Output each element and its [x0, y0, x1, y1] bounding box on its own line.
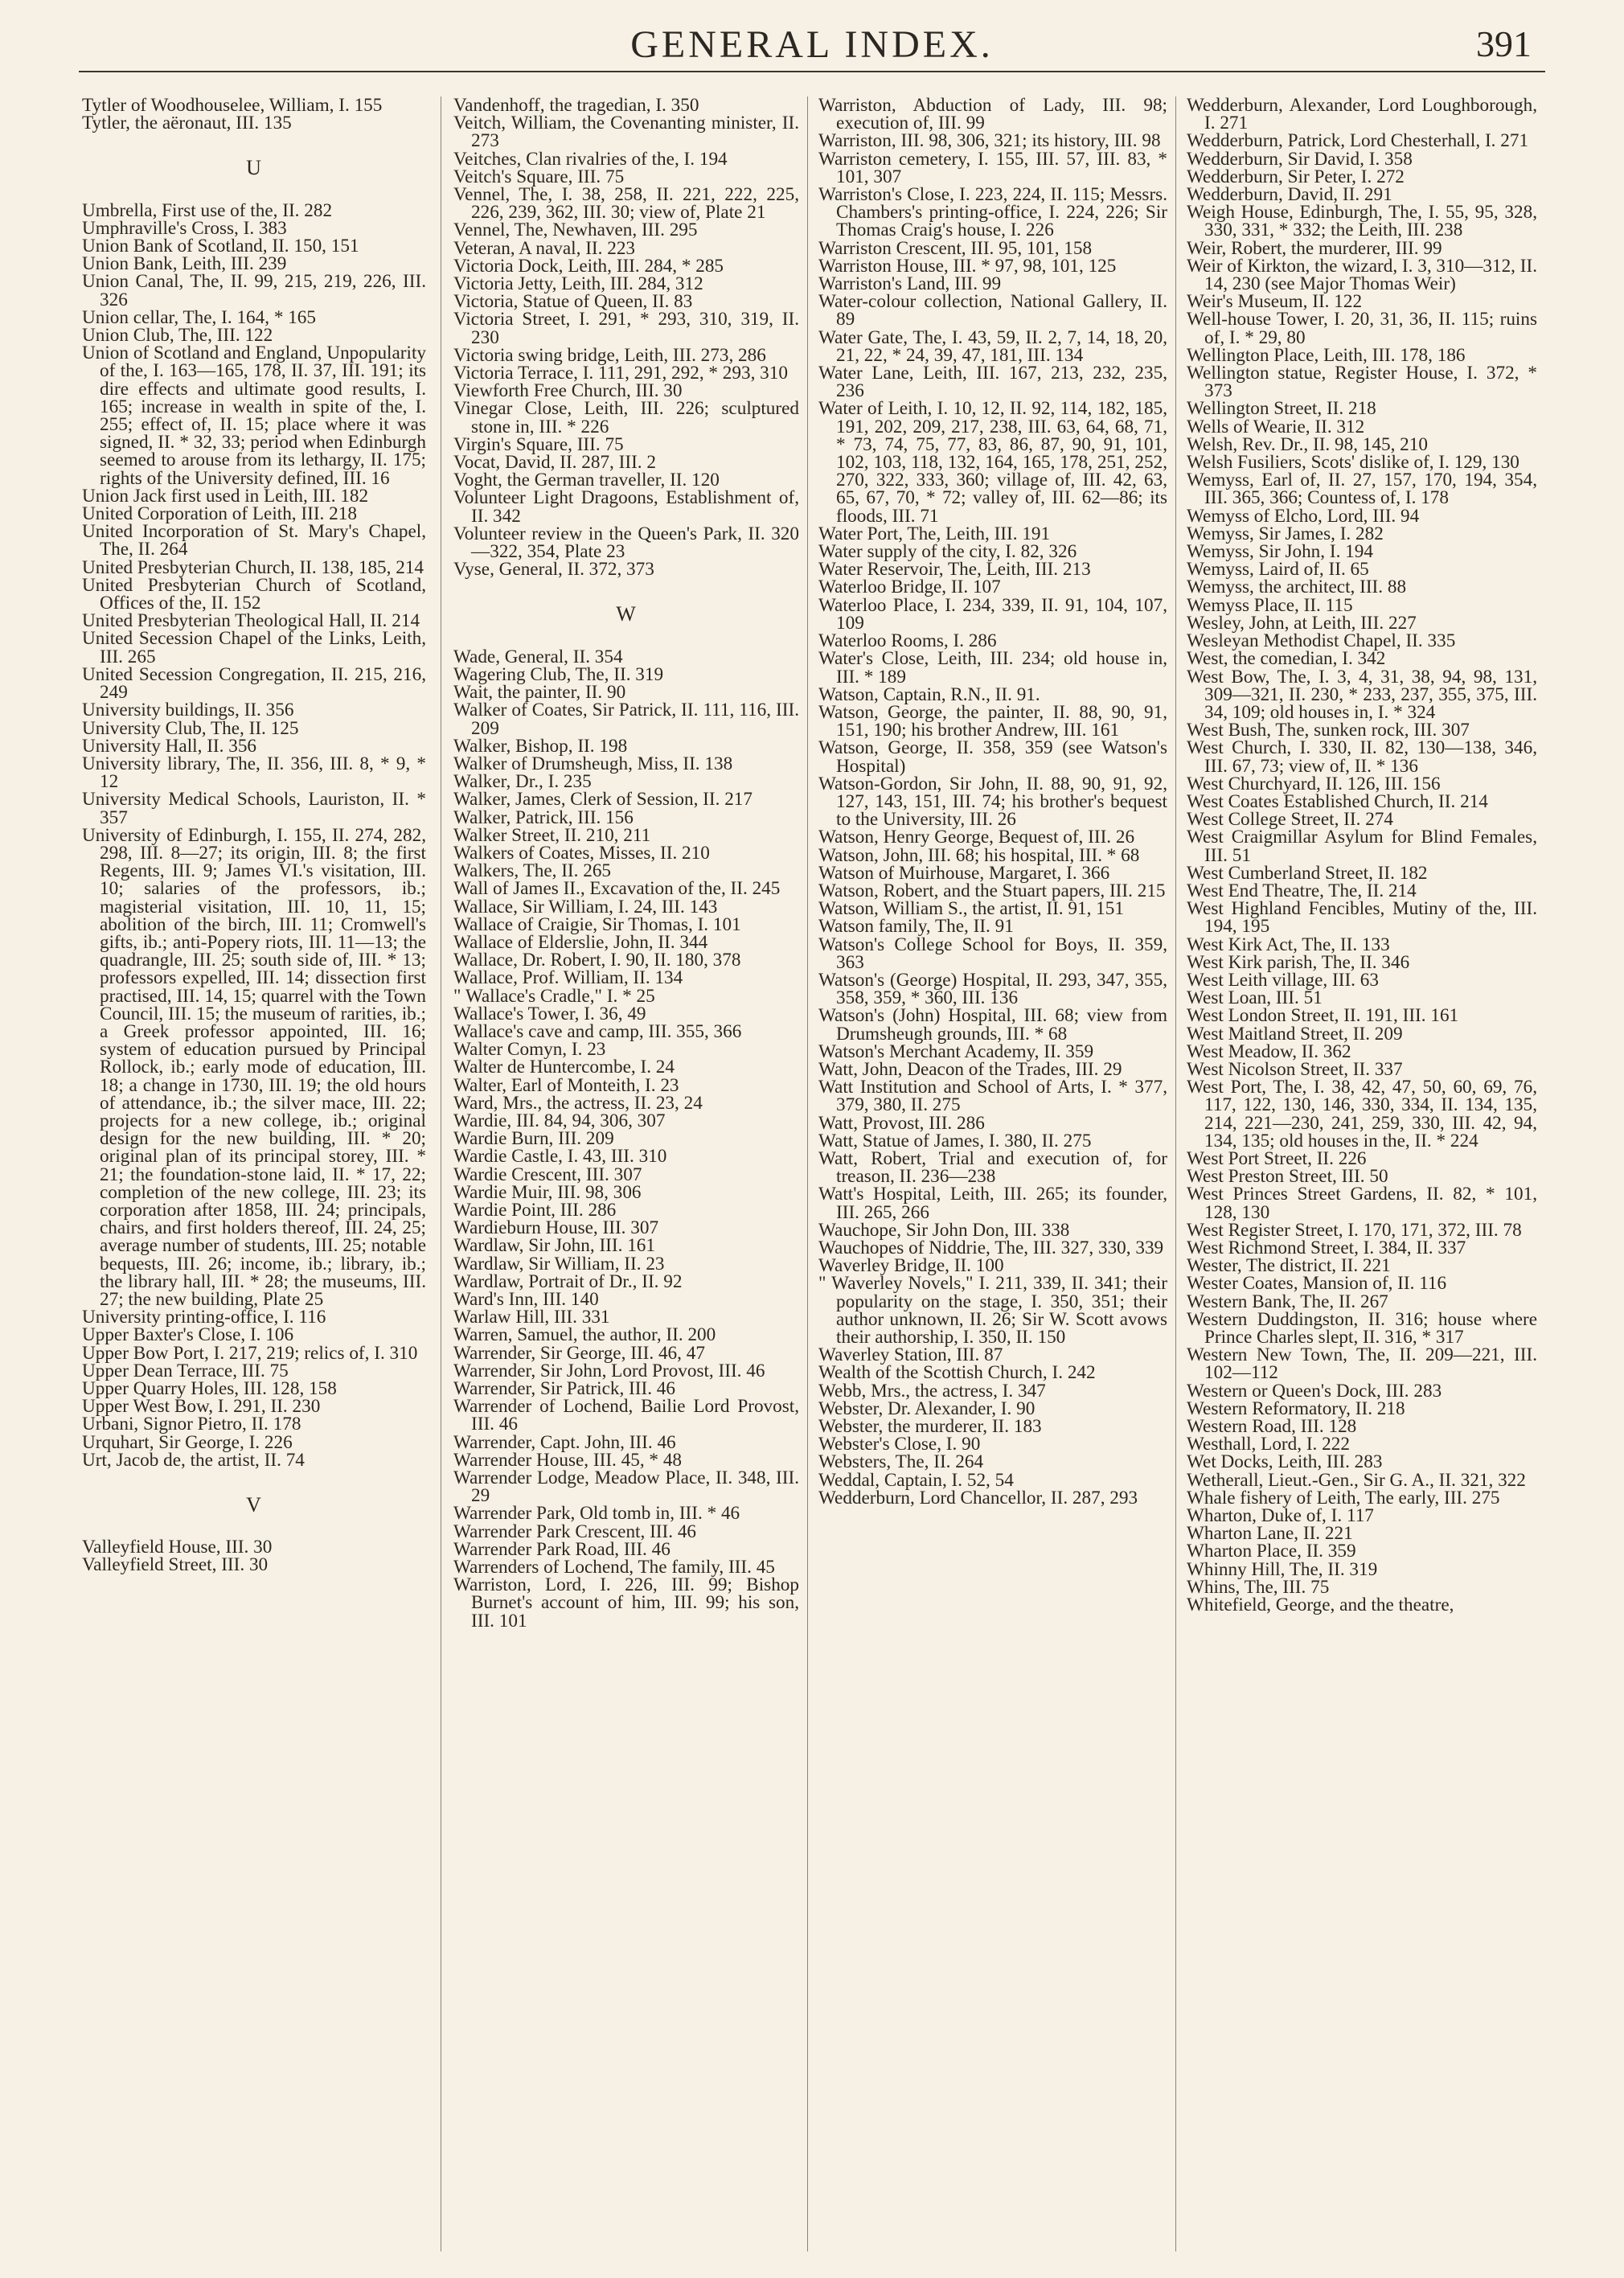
index-entry: Water supply of the city, I. 82, 326 [818, 541, 1077, 563]
index-entry: Urbani, Signor Pietro, II. 178 [82, 1414, 301, 1435]
index-entry: Wemyss, Sir James, I. 282 [1187, 523, 1384, 544]
index-entry: Watson of Muirhouse, Margaret, I. 366 [818, 862, 1110, 884]
index-entry: Vyse, General, II. 372, 373 [453, 559, 654, 581]
index-entry: Walkers, The, II. 265 [453, 860, 612, 882]
index-entry: Whitefield, George, and the theatre, [1187, 1595, 1454, 1616]
index-entry: Water Gate, The, I. 43, 59, II. 2, 7, 14, 18, 20, 21, 22, * 24, 39, 47, 181, III. 134 [818, 326, 1167, 366]
index-entry: Victoria, Statue of Queen, II. 83 [453, 291, 693, 313]
index-entry: Water of Leith, I. 10, 12, II. 92, 114, 182, 185, 191, 202, 209, 217, 238, III. 63, 64, 68, 71, * 73, 74, 75, 77, 83, 86, 87, 90, 91, 101, 102, 103, 118, 132, 164, 165, 178, 251, 252, 270, 322, 333, 360; village of, III. 42, 63, 65, 67, 70, * 72; valley of, III. 62—86; its floods, III. 71 [818, 398, 1167, 527]
index-entry: University printing-office, I. 116 [82, 1307, 326, 1328]
index-entry: Western Road, III. 128 [1187, 1416, 1357, 1438]
index-entry: Upper Baxter's Close, I. 106 [82, 1324, 294, 1346]
index-entry: Walker, Bishop, II. 198 [453, 735, 628, 757]
index-entry: Watt, Provost, III. 286 [818, 1112, 985, 1134]
index-entry: Wardlaw, Sir William, II. 23 [453, 1253, 665, 1274]
index-entry: West Meadow, II. 362 [1187, 1040, 1351, 1062]
index-entry: Voght, the German traveller, II. 120 [453, 470, 720, 491]
index-entry: Wharton Place, II. 359 [1187, 1541, 1356, 1562]
index-entry: Wardie Castle, I. 43, III. 310 [453, 1146, 667, 1168]
index-entry: Warriston House, III. * 97, 98, 101, 125 [818, 255, 1117, 277]
index-entry: Wait, the painter, II. 90 [453, 682, 626, 704]
index-entry: Walter, Earl of Monteith, I. 23 [453, 1074, 679, 1096]
index-entry: Wemyss, Laird of, II. 65 [1187, 559, 1369, 581]
index-entry: Vennel, The, Newhaven, III. 295 [453, 220, 698, 241]
index-entry: West Port, The, I. 38, 42, 47, 50, 60, 69, 76, 117, 122, 130, 146, 330, 334, II. 134, 135, 214, 221—230, 241, 259, 330, III. 42, 94, 134, 135; old houses in the, II. * 224 [1187, 1077, 1537, 1151]
index-entry: Walker, James, Clerk of Session, II. 217 [453, 789, 753, 811]
index-entry: Wemyss, Sir John, I. 194 [1187, 541, 1373, 563]
index-entry: United Presbyterian Theological Hall, II. 214 [82, 610, 420, 632]
index-entry: Wedderburn, David, II. 291 [1187, 184, 1392, 206]
index-entry: Warrender, Sir George, III. 46, 47 [453, 1342, 705, 1364]
index-entry: Wedderburn, Alexander, Lord Loughborough, I. 271 [1187, 95, 1537, 134]
index-entry: Watson's Merchant Academy, II. 359 [818, 1040, 1094, 1062]
index-entry: United Corporation of Leith, III. 218 [82, 503, 357, 525]
index-entry: Tytler, the aëronaut, III. 135 [82, 113, 292, 134]
index-entry: Watson family, The, II. 91 [818, 916, 1014, 938]
index-entry: Wellington Place, Leith, III. 178, 186 [1187, 344, 1466, 366]
index-entry: West Nicolson Street, II. 337 [1187, 1058, 1403, 1080]
index-entry: Wellington statue, Register House, I. 372, * 373 [1187, 363, 1537, 402]
index-entry: Wallace of Elderslie, John, II. 344 [453, 931, 708, 953]
index-entry: Wagering Club, The, II. 319 [453, 663, 664, 685]
index-entry: Watson-Gordon, Sir John, II. 88, 90, 91, 92, 127, 143, 151, III. 74; his brother's bequest to the University, III. 26 [818, 773, 1167, 831]
index-entry: West Highland Fencibles, Mutiny of the, III. 194, 195 [1187, 898, 1537, 938]
index-entry: West Loan, III. 51 [1187, 987, 1323, 1009]
index-entry: Western Bank, The, II. 267 [1187, 1291, 1388, 1312]
index-column-2 [453, 96, 799, 1630]
index-entry: Weir of Kirkton, the wizard, I. 3, 310—312, II. 14, 230 (see Major Thomas Weir) [1187, 255, 1538, 295]
page-number: 391 [1476, 23, 1532, 64]
index-entry: West Richmond Street, I. 384, II. 337 [1187, 1238, 1466, 1258]
index-entry: Vinegar Close, Leith, III. 226; sculptured stone in, III. * 226 [453, 398, 799, 437]
index-entry: Wardie Muir, III. 98, 306 [453, 1181, 642, 1203]
index-entry: Watson's (George) Hospital, II. 293, 347, 355, 358, 359, * 360, III. 136 [818, 969, 1167, 1009]
index-entry: Warriston's Close, I. 223, 224, II. 115; Messrs. Chambers's printing-office, I. 224, 226; Sir Thomas Craig's house, I. 226 [818, 184, 1167, 241]
index-entry: Warrender Park, Old tomb in, III. * 46 [453, 1503, 740, 1525]
index-entry: Wardie Point, III. 286 [453, 1199, 617, 1221]
index-entry: Veitch's Square, III. 75 [453, 166, 625, 187]
index-entry: Wallace, Prof. William, II. 134 [453, 967, 683, 989]
index-entry: Victoria Street, I. 291, * 293, 310, 319, II. 230 [453, 309, 799, 348]
index-entry: Western New Town, The, II. 209—221, III. 102—112 [1187, 1344, 1537, 1384]
index-entry: Watson, Henry George, Bequest of, III. 26 [818, 827, 1135, 848]
section-letter: V [246, 1493, 262, 1517]
index-entry: Veteran, A naval, II. 223 [453, 237, 636, 259]
index-entry: Warriston Crescent, III. 95, 101, 158 [818, 237, 1093, 259]
index-entry: Volunteer Light Dragoons, Establishment of, II. 342 [453, 487, 799, 527]
index-entry: Wharton Lane, II. 221 [1187, 1523, 1353, 1545]
index-entry: Union Canal, The, II. 99, 215, 219, 226, III. 326 [82, 271, 426, 310]
index-entry: Wardieburn House, III. 307 [453, 1217, 659, 1239]
index-entry: Upper West Bow, I. 291, II. 230 [82, 1396, 321, 1418]
index-entry: United Secession Chapel of the Links, Leith, III. 265 [82, 628, 426, 667]
index-entry: Walker of Coates, Sir Patrick, II. 111, 116, III. 209 [453, 700, 799, 739]
index-entry: Whale fishery of Leith, The early, III. 275 [1187, 1487, 1500, 1508]
column-divider [807, 96, 808, 2251]
index-entry: Walter de Huntercombe, I. 24 [453, 1057, 675, 1078]
index-entry: Water Port, The, Leith, III. 191 [818, 523, 1051, 544]
index-entry: Victoria Terrace, I. 111, 291, 292, * 293, 310 [453, 363, 788, 384]
index-entry: Welsh Fusiliers, Scots' dislike of, I. 129, 130 [1187, 452, 1519, 474]
index-entry: Tytler of Woodhouselee, William, I. 155 [82, 95, 383, 116]
index-entry: Water-colour collection, National Gallery, II. 89 [818, 291, 1167, 330]
index-entry: Wallace of Craigie, Sir Thomas, I. 101 [453, 913, 741, 935]
index-entry: Warriston, III. 98, 306, 321; its history, III. 98 [818, 130, 1161, 152]
index-entry: Urt, Jacob de, the artist, II. 74 [82, 1449, 305, 1471]
index-entry: University buildings, II. 356 [82, 700, 294, 721]
index-entry: Wet Docks, Leith, III. 283 [1187, 1451, 1383, 1473]
index-entry: Wardie Burn, III. 209 [453, 1128, 614, 1150]
index-entry: Water Reservoir, The, Leith, III. 213 [818, 559, 1091, 581]
index-entry: Western or Queen's Dock, III. 283 [1187, 1380, 1442, 1402]
index-entry: Warriston cemetery, I. 155, III. 57, III. 83, * 101, 307 [818, 148, 1167, 187]
index-entry: Watt, Robert, Trial and execution of, for treason, II. 236—238 [818, 1147, 1167, 1188]
index-entry: Wardie Crescent, III. 307 [453, 1164, 642, 1185]
index-column-4 [1187, 96, 1537, 1614]
index-entry: Upper Quarry Holes, III. 128, 158 [82, 1378, 337, 1400]
index-entry: Volunteer review in the Queen's Park, II. 320—322, 354, Plate 23 [453, 523, 799, 563]
index-entry: Union Bank of Scotland, II. 150, 151 [82, 236, 359, 257]
index-entry: Watt, Statue of James, I. 380, II. 275 [818, 1130, 1092, 1151]
index-entry: Webster's Close, I. 90 [818, 1434, 981, 1455]
index-entry: Warlaw Hill, III. 331 [453, 1307, 610, 1328]
index-entry: West London Street, II. 191, III. 161 [1187, 1005, 1459, 1027]
index-entry: Valleyfield House, III. 30 [82, 1537, 273, 1558]
index-entry: Wedderburn, Sir Peter, I. 272 [1187, 166, 1405, 187]
index-entry: Wemyss, Earl of, II. 27, 157, 170, 194, 354, III. 365, 366; Countess of, I. 178 [1187, 470, 1537, 509]
index-entry: Wemyss of Elcho, Lord, III. 94 [1187, 505, 1420, 527]
index-entry: Veitch, William, the Covenanting minister, II. 273 [453, 113, 799, 152]
index-entry: Warrender, Sir Patrick, III. 46 [453, 1378, 675, 1400]
index-entry: Wardie, III. 84, 94, 306, 307 [453, 1110, 666, 1131]
index-entry: Valleyfield Street, III. 30 [82, 1554, 269, 1576]
index-entry: Union Club, The, III. 122 [82, 325, 273, 347]
section-letter: W [616, 602, 637, 626]
index-entry: Wardlaw, Sir John, III. 161 [453, 1235, 655, 1257]
header-rule [79, 71, 1545, 72]
index-entry: Websters, The, II. 264 [818, 1451, 984, 1473]
index-entry: Wesleyan Methodist Chapel, II. 335 [1187, 630, 1456, 652]
index-entry: Viewforth Free Church, III. 30 [453, 380, 683, 402]
index-entry: Wester, The district, II. 221 [1187, 1255, 1391, 1277]
index-entry: Warrenders of Lochend, The family, III. 45 [453, 1557, 775, 1578]
index-entry: Waverley Bridge, II. 100 [818, 1255, 1004, 1277]
index-entry: Webster, the murderer, II. 183 [818, 1416, 1042, 1438]
index-entry: Watson, Robert, and the Stuart papers, III. 215 [818, 880, 1166, 901]
running-title: GENERAL INDEX. [630, 23, 994, 66]
index-entry: Watson's College School for Boys, II. 359, 363 [818, 934, 1167, 973]
index-entry: Warrender, Sir John, Lord Provost, III. 46 [453, 1360, 765, 1381]
index-entry: Vennel, The, I. 38, 258, II. 221, 222, 225, 226, 239, 362, III. 30; view of, Plate 21 [453, 184, 799, 224]
index-entry: West Maitland Street, II. 209 [1187, 1023, 1403, 1045]
index-entry: Webster, Dr. Alexander, I. 90 [818, 1398, 1036, 1419]
index-entry: West Preston Street, III. 50 [1187, 1166, 1388, 1188]
index-entry: Walker, Patrick, III. 156 [453, 807, 634, 828]
index-entry: Well-house Tower, I. 20, 31, 36, II. 115; ruins of, I. * 29, 80 [1187, 309, 1537, 348]
index-entry: Walker, Dr., I. 235 [453, 771, 592, 793]
index-entry: Welsh, Rev. Dr., II. 98, 145, 210 [1187, 433, 1428, 455]
index-entry: Victoria Jetty, Leith, III. 284, 312 [453, 273, 703, 295]
index-entry: United Incorporation of St. Mary's Chapel, The, II. 264 [82, 521, 426, 560]
index-entry: Wall of James II., Excavation of the, II. 245 [453, 878, 781, 900]
index-entry: Ward, Mrs., the actress, II. 23, 24 [453, 1092, 703, 1114]
index-entry: Union cellar, The, I. 164, * 165 [82, 306, 316, 328]
index-entry: West Kirk Act, The, II. 133 [1187, 934, 1390, 955]
index-entry: Urquhart, Sir George, I. 226 [82, 1431, 293, 1453]
index-entry: United Presbyterian Church of Scotland, Offices of the, II. 152 [82, 574, 426, 614]
index-entry: Waterloo Bridge, II. 107 [818, 577, 1001, 598]
index-entry: Walker Street, II. 210, 211 [453, 824, 651, 846]
index-entry: Walkers of Coates, Misses, II. 210 [453, 842, 710, 864]
index-entry: Union Jack first used in Leith, III. 182 [82, 485, 369, 507]
index-entry: Watt's Hospital, Leith, III. 265; its founder, III. 265, 266 [818, 1184, 1167, 1223]
index-entry: West Princes Street Gardens, II. 82, * 101, 128, 130 [1187, 1184, 1537, 1223]
index-entry: Waterloo Place, I. 234, 339, II. 91, 104, 107, 109 [818, 594, 1167, 634]
index-entry: University Club, The, II. 125 [82, 717, 299, 739]
index-entry: West Register Street, I. 170, 171, 372, III. 78 [1187, 1219, 1522, 1241]
index-entry: Western Reformatory, II. 218 [1187, 1398, 1405, 1419]
index-entry: Wedderburn, Sir David, I. 358 [1187, 148, 1413, 170]
index-entry: Wallace's Tower, I. 36, 49 [453, 1003, 646, 1024]
index-entry: Watson, William S., the artist, II. 91, 151 [818, 898, 1124, 920]
index-entry: West End Theatre, The, II. 214 [1187, 880, 1417, 901]
index-entry: West Cumberland Street, II. 182 [1187, 862, 1428, 884]
index-entry: Whins, The, III. 75 [1187, 1576, 1330, 1598]
index-entry: Union Bank, Leith, III. 239 [82, 253, 287, 275]
index-entry: Ward's Inn, III. 140 [453, 1289, 599, 1310]
index-entry: Wharton, Duke of, I. 117 [1187, 1505, 1374, 1527]
index-entry: Warrender Lodge, Meadow Place, II. 348, III. 29 [453, 1467, 799, 1507]
index-entry: Umphraville's Cross, I. 383 [82, 217, 287, 239]
index-entry: Union of Scotland and England, Unpopularity of the, I. 163—165, 178, II. 37, III. 191; its dire effects and ultimate good results, I. 165; increase in wealth in spite of the, I. 255; effect of, II. 15; place where it was signed, II. * 32, 33; period when Edinburgh seemed to arouse from its lethargy, II. 175; rights of the University defined, III. 16 [82, 343, 426, 489]
index-entry: Wemyss, the architect, III. 88 [1187, 577, 1407, 598]
index-entry: Wallace, Sir William, I. 24, III. 143 [453, 896, 718, 917]
index-entry: Westhall, Lord, I. 222 [1187, 1434, 1350, 1455]
index-entry: Waverley Station, III. 87 [818, 1344, 1003, 1366]
index-entry: Wauchopes of Niddrie, The, III. 327, 330, 339 [818, 1238, 1164, 1258]
index-entry: Wetherall, Lieut.-Gen., Sir G. A., II. 321, 322 [1187, 1469, 1526, 1491]
index-entry: " Wallace's Cradle," I. * 25 [453, 985, 655, 1007]
index-entry: Watson, Captain, R.N., II. 91. [818, 683, 1040, 705]
index-entry: Webb, Mrs., the actress, I. 347 [818, 1380, 1046, 1402]
index-entry: Warrender of Lochend, Bailie Lord Provost, III. 46 [453, 1396, 799, 1435]
index-entry: West College Street, II. 274 [1187, 809, 1393, 831]
index-entry: West Kirk parish, The, II. 346 [1187, 951, 1410, 973]
index-entry: West Bush, The, sunken rock, III. 307 [1187, 720, 1470, 741]
index-entry: " Waverley Novels," I. 211, 339, II. 341; their popularity on the stage, I. 350, 351; their author unknown, II. 26; Sir W. Scott avows their authorship, I. 350, II. 150 [818, 1273, 1167, 1348]
index-entry: University Medical Schools, Lauriston, II. * 357 [82, 789, 426, 828]
index-entry: Wealth of the Scottish Church, I. 242 [818, 1362, 1096, 1384]
index-entry: Vandenhoff, the tragedian, I. 350 [453, 95, 699, 116]
index-entry: University library, The, II. 356, III. 8, * 9, * 12 [82, 753, 426, 793]
index-entry: Watt Institution and School of Arts, I. * 377, 379, 380, II. 275 [818, 1077, 1167, 1116]
index-entry: Wesley, John, at Leith, III. 227 [1187, 612, 1417, 634]
index-entry: Upper Dean Terrace, III. 75 [82, 1360, 289, 1381]
index-entry: Wauchope, Sir John Don, III. 338 [818, 1219, 1070, 1241]
index-entry: Watson, George, II. 358, 359 (see Watson's Hospital) [818, 737, 1167, 777]
index-entry: West Bow, The, I. 3, 4, 31, 38, 94, 98, 131, 309—321, II. 230, * 233, 237, 355, 375, III. 34, 109; old houses in, I. * 324 [1187, 666, 1537, 723]
index-entry: Weddal, Captain, I. 52, 54 [818, 1469, 1014, 1491]
index-entry: Veitches, Clan rivalries of the, I. 194 [453, 148, 728, 170]
index-entry: Wells of Wearie, II. 312 [1187, 416, 1365, 437]
index-entry: Watson, George, the painter, II. 88, 90, 91, 151, 190; his brother Andrew, III. 161 [818, 701, 1167, 741]
index-entry: United Presbyterian Church, II. 138, 185, 214 [82, 556, 424, 578]
index-entry: University of Edinburgh, I. 155, II. 274, 282, 298, III. 8—27; its origin, III. 8; the first Regents, III. 9; James VI.'s visitation, III. 10; salaries of the professors, ib.; magisterial visitation, III. 10, 11, 15; abolition of the birch, III. 11; Cromwell's gifts, ib.; anti-Popery riots, III. 11—13; the quadrangle, III. 25; south side of, III. * 13; professors expelled, III. 14; dissection first practised, III. 14, 15; quarrel with the Town Council, III. 15; the museum of rarities, ib.; a Greek professor appointed, III. 16; system of education pursued by Principal Rollock, ib.; early mode of education, III. 18; a change in 1730, III. 19; the old hours of attendance, ib.; the silver mace, III. 22; projects for a new college, ib.; original design for the new building, III. * 20; original plan of its principal storey, III. * 21; the foundation-stone laid, II. * 17, 22; completion of the new college, III. 23; its corporation after 1858, III. 24; principals, chairs, and first holders thereof, III. 24, 25; average number of students, III. 25; notable bequests, III. 26; income, ib.; library, ib.; the library hall, III. * 28; the museums, III. 27; the new building, Plate 25 [82, 824, 426, 1310]
index-entry: Wellington Street, II. 218 [1187, 398, 1376, 420]
index-entry: Warren, Samuel, the author, II. 200 [453, 1324, 716, 1346]
index-entry: Warriston, Lord, I. 226, III. 99; Bishop Burnet's account of him, III. 99; his son, III. 101 [453, 1574, 799, 1632]
index-entry: Walker of Drumsheugh, Miss, II. 138 [453, 753, 733, 774]
index-columns [0, 96, 1624, 2260]
index-entry: Victoria swing bridge, Leith, III. 273, 286 [453, 344, 766, 366]
index-entry: Warrender Park Road, III. 46 [453, 1538, 671, 1560]
index-entry: Weigh House, Edinburgh, The, I. 55, 95, 328, 330, 331, * 332; the Leith, III. 238 [1187, 202, 1537, 241]
index-entry: University Hall, II. 356 [82, 735, 257, 757]
section-letter: U [246, 156, 262, 180]
index-entry: Water Lane, Leith, III. 167, 213, 232, 235, 236 [818, 363, 1167, 402]
index-entry: West, the comedian, I. 342 [1187, 648, 1386, 670]
index-column-1 [82, 96, 426, 1574]
index-entry: West Craigmillar Asylum for Blind Females, III. 51 [1187, 827, 1537, 866]
index-entry: West Port Street, II. 226 [1187, 1147, 1367, 1169]
index-entry: West Leith village, III. 63 [1187, 969, 1379, 991]
index-entry: Upper Bow Port, I. 217, 219; relics of, I. 310 [82, 1342, 418, 1364]
index-entry: Wallace's cave and camp, III. 355, 366 [453, 1020, 742, 1042]
index-entry: Walter Comyn, I. 23 [453, 1039, 606, 1061]
index-entry: Wedderburn, Patrick, Lord Chesterhall, I. 271 [1187, 130, 1529, 152]
index-entry: Umbrella, First use of the, II. 282 [82, 199, 333, 221]
index-entry: West Coates Established Church, II. 214 [1187, 790, 1488, 812]
index-entry: Watson's (John) Hospital, III. 68; view from Drumsheugh grounds, III. * 68 [818, 1005, 1167, 1045]
index-entry: Warriston's Land, III. 99 [818, 273, 1002, 295]
index-entry: Warriston, Abduction of Lady, III. 98; execution of, III. 99 [818, 95, 1167, 134]
index-entry: Wardlaw, Portrait of Dr., II. 92 [453, 1270, 683, 1292]
column-divider [1175, 96, 1176, 2251]
index-entry: Wedderburn, Lord Chancellor, II. 287, 293 [818, 1487, 1138, 1508]
index-column-3 [818, 96, 1167, 1507]
index-entry: West Churchyard, II. 126, III. 156 [1187, 773, 1441, 794]
index-entry: Vocat, David, II. 287, III. 2 [453, 452, 656, 474]
index-entry: Watt, John, Deacon of the Trades, III. 29 [818, 1058, 1122, 1080]
index-entry: Wade, General, II. 354 [453, 646, 623, 667]
index-entry: Waterloo Rooms, I. 286 [818, 630, 997, 652]
index-entry: Warrender House, III. 45, * 48 [453, 1449, 683, 1471]
index-entry: Virgin's Square, III. 75 [453, 433, 624, 455]
index-entry: Warrender, Capt. John, III. 46 [453, 1431, 676, 1453]
index-entry: Weir, Robert, the murderer, III. 99 [1187, 237, 1442, 259]
index-entry: Victoria Dock, Leith, III. 284, * 285 [453, 255, 724, 277]
index-entry: Water's Close, Leith, III. 234; old house in, III. * 189 [818, 648, 1167, 688]
index-entry: Warrender Park Crescent, III. 46 [453, 1521, 697, 1542]
index-entry: Whinny Hill, The, II. 319 [1187, 1558, 1378, 1580]
index-entry: Weir's Museum, II. 122 [1187, 291, 1363, 313]
index-entry: Western Duddingston, II. 316; house where Prince Charles slept, II. 316, * 317 [1187, 1308, 1537, 1348]
index-entry: West Church, I. 330, II. 82, 130—138, 346, III. 67, 73; view of, II. * 136 [1187, 737, 1537, 777]
index-entry: United Secession Congregation, II. 215, 216, 249 [82, 663, 426, 704]
index-entry: Wemyss Place, II. 115 [1187, 594, 1353, 616]
index-entry: Watson, John, III. 68; his hospital, III. * 68 [818, 844, 1140, 866]
index-entry: Wallace, Dr. Robert, I. 90, II. 180, 378 [453, 950, 741, 971]
index-entry: Wester Coates, Mansion of, II. 116 [1187, 1273, 1447, 1295]
